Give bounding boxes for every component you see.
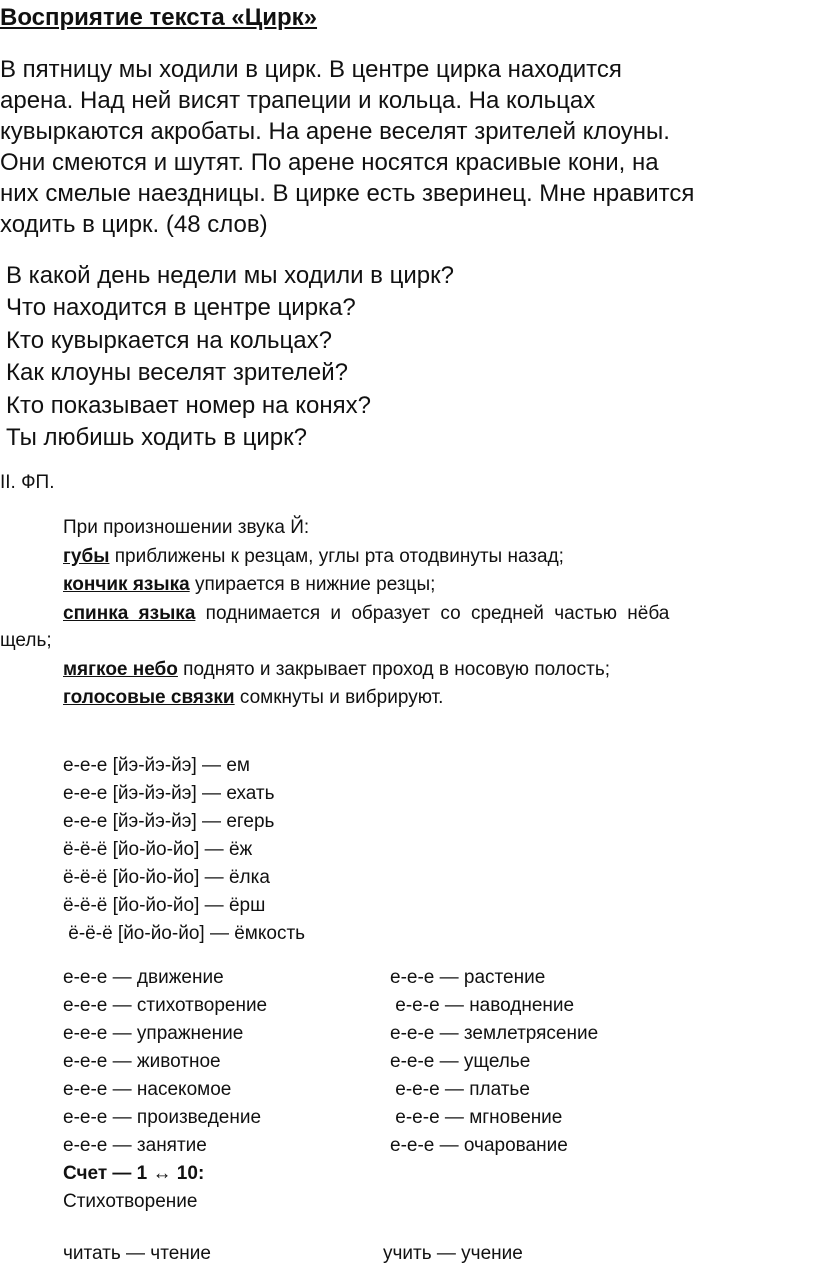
word-row: е-е-е — платье <box>390 1079 530 1100</box>
term-tongue-back: спинка языка <box>63 603 196 624</box>
syllable-row: е-е-е [йэ-йэ-йэ] — егерь <box>63 811 275 832</box>
text-line: Они смеются и шутят. По арене носятся красивые кони, на <box>0 149 659 176</box>
articulation-lips: губы приближены к резцам, углы рта отодвинуты назад; <box>63 546 564 567</box>
syllable-row: е-е-е [йэ-йэ-йэ] — ехать <box>63 783 275 804</box>
question: Кто кувыркается на кольцах? <box>6 327 332 354</box>
articulation-back: спинка языка поднимается и образует со средней частью нёба <box>63 603 670 624</box>
text-line: ходить в цирк. (48 слов) <box>0 211 268 238</box>
articulation-intro: При произношении звука Й: <box>63 517 310 538</box>
question: Как клоуны веселят зрителей? <box>6 359 348 386</box>
articulation-palate: мягкое небо поднято и закрывает проход в носовую полость; <box>63 659 611 680</box>
word-list-right <box>390 964 598 1160</box>
word-row: е-е-е — растение <box>390 967 546 988</box>
articulation-back-wrap: щель; <box>0 630 52 651</box>
section-heading: II. ФП. <box>0 472 55 493</box>
question: В какой день недели мы ходили в цирк? <box>6 262 454 289</box>
term-tongue-tip: кончик языка <box>63 574 190 595</box>
articulation-tip: кончик языка упирается в нижние резцы; <box>63 574 436 595</box>
term-vocal-cords: голосовые связки <box>63 687 235 708</box>
word-row: е-е-е — мгновение <box>390 1107 563 1128</box>
text-line: В пятницу мы ходили в цирк. В центре цирка находится <box>0 56 622 83</box>
word-row: е-е-е — наводнение <box>390 995 575 1016</box>
text-line: них смелые наездницы. В цирке есть зверинец. Мне нравится <box>0 180 695 207</box>
word-row: е-е-е — произведение <box>63 1107 262 1128</box>
question: Что находится в центре цирка? <box>6 294 356 321</box>
word-pair-right: учить — учение <box>383 1243 523 1264</box>
syllable-exercises <box>63 752 305 948</box>
question: Кто показывает номер на конях? <box>6 392 371 419</box>
term-lips: губы <box>63 546 110 567</box>
word-row: е-е-е — очарование <box>390 1135 568 1156</box>
page-title: Восприятие текста «Цирк» <box>0 4 318 31</box>
reading-text <box>0 54 816 240</box>
syllable-row: ё-ё-ё [йо-йо-йо] — ёмкость <box>63 923 306 944</box>
syllable-row: ё-ё-ё [йо-йо-йо] — ёлка <box>63 867 270 888</box>
word-row: е-е-е — стихотворение <box>63 995 268 1016</box>
question: Ты любишь ходить в цирк? <box>6 424 307 451</box>
word-row: е-е-е — движение <box>63 967 224 988</box>
word-row: е-е-е — занятие <box>63 1135 207 1156</box>
articulation-cords: голосовые связки сомкнуты и вибрируют. <box>63 687 444 708</box>
word-row: е-е-е — упражнение <box>63 1023 244 1044</box>
count-word: Стихотворение <box>63 1191 198 1212</box>
word-row: е-е-е — животное <box>63 1051 221 1072</box>
text-line: арена. Над ней висят трапеции и кольца. На кольцах <box>0 87 596 114</box>
word-row: е-е-е — ущелье <box>390 1051 531 1072</box>
text-line: кувыркаются акробаты. На арене веселят зрителей клоуны. <box>0 118 670 145</box>
syllable-row: е-е-е [йэ-йэ-йэ] — ем <box>63 755 250 776</box>
syllable-row: ё-ё-ё [йо-йо-йо] — ёж <box>63 839 253 860</box>
word-pair-left: читать — чтение <box>63 1243 211 1264</box>
count-heading: Счет — 1 ↔ 10: <box>63 1163 205 1184</box>
term-soft-palate: мягкое небо <box>63 659 178 680</box>
word-row: е-е-е — насекомое <box>63 1079 232 1100</box>
word-row: е-е-е — землетрясение <box>390 1023 599 1044</box>
word-list-left <box>63 964 267 1160</box>
syllable-row: ё-ё-ё [йо-йо-йо] — ёрш <box>63 895 266 916</box>
